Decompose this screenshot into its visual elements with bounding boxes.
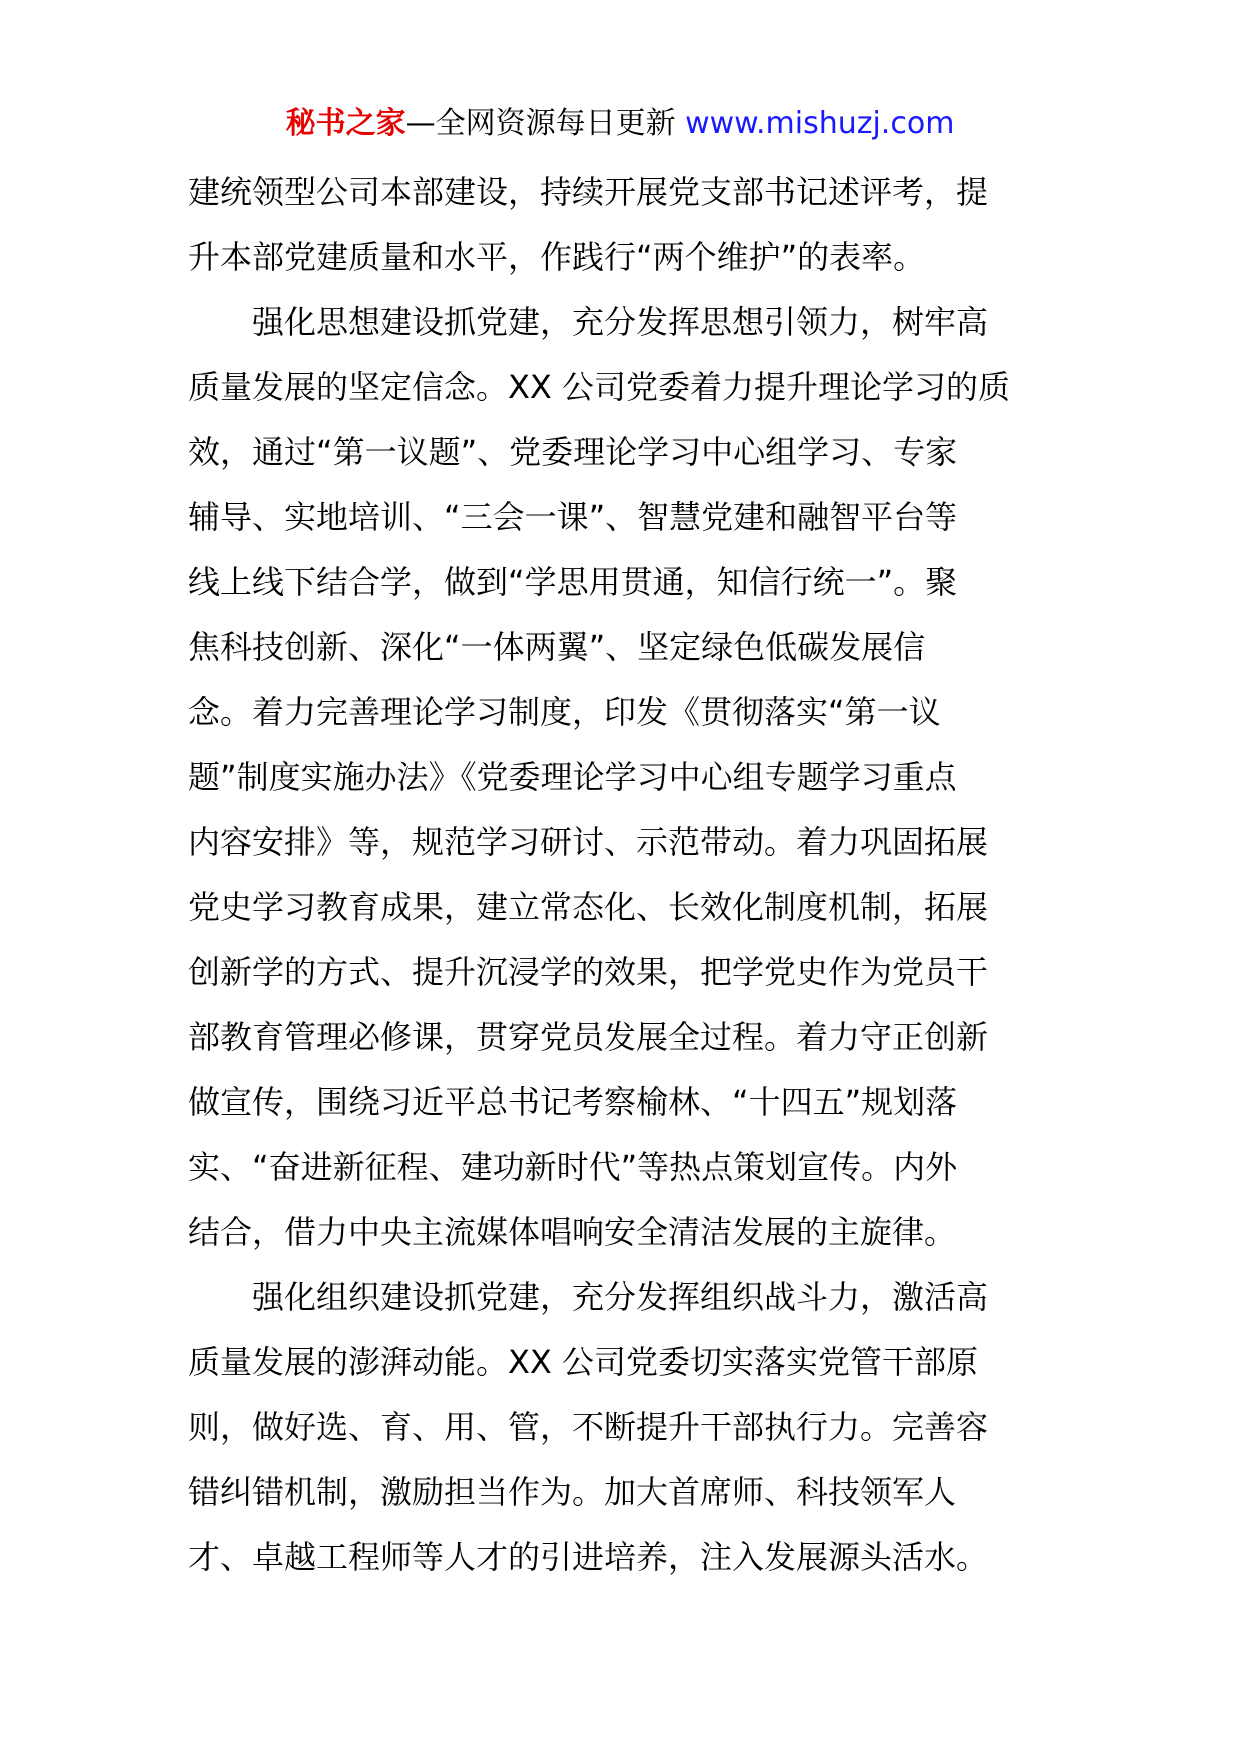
text-line: 建统领型公司本部建设，持续开展党支部书记述评考，提: [188, 173, 989, 211]
text-line: 效，通过“第一议题”、党委理论学习中心组学习、专家: [188, 433, 958, 471]
text-line: 内容安排》等，规范学习研讨、示范带动。着力巩固拓展: [188, 823, 989, 861]
text-line: 实、“奋进新征程、建功新时代”等热点策划宣传。内外: [188, 1148, 958, 1186]
text-line: 质量发展的澎湃动能。XX 公司党委切实落实党管干部原: [188, 1343, 979, 1381]
text-line: 则，做好选、育、用、管，不断提升干部执行力。完善容: [188, 1408, 989, 1446]
paragraph-first-line: 强化思想建设抓党建，充分发挥思想引领力，树牢高: [252, 303, 989, 341]
paragraph-first-line: 强化组织建设抓党建，充分发挥组织战斗力，激活高: [252, 1278, 989, 1316]
text-line: 质量发展的坚定信念。XX 公司党委着力提升理论学习的质: [188, 368, 1011, 406]
text-line: 错纠错机制，激励担当作为。加大首席师、科技领军人: [188, 1473, 957, 1511]
text-line: 念。着力完善理论学习制度，印发《贯彻落实“第一议: [188, 693, 941, 731]
text-line: 结合，借力中央主流媒体唱响安全清洁发展的主旋律。: [188, 1213, 957, 1251]
text-line: 线上线下结合学，做到“学思用贯通，知信行统一”。聚: [188, 563, 958, 601]
brand-name: 秘书之家: [285, 106, 406, 141]
text-line: 创新学的方式、提升沉浸学的效果，把学党史作为党员干: [188, 953, 989, 991]
text-line: 升本部党建质量和水平，作践行“两个维护”的表率。: [188, 238, 926, 276]
page-header: [0, 100, 1240, 148]
text-line: 辅导、实地培训、“三会一课”、智慧党建和融智平台等: [188, 498, 958, 536]
site-url-link[interactable]: www.mishuzj.com: [675, 106, 955, 141]
text-line: 才、卓越工程师等人才的引进培养，注入发展源头活水。: [188, 1538, 989, 1576]
text-line: 部教育管理必修课，贯穿党员发展全过程。着力守正创新: [188, 1018, 989, 1056]
text-line: 焦科技创新、深化“一体两翼”、坚定绿色低碳发展信: [188, 628, 926, 666]
document-body: [188, 160, 1058, 1590]
text-line: 题”制度实施办法》《党委理论学习中心组专题学习重点: [188, 758, 957, 796]
text-line: 党史学习教育成果，建立常态化、长效化制度机制，拓展: [188, 888, 989, 926]
text-line: 做宣传，围绕习近平总书记考察榆林、“十四五”规划落: [188, 1083, 958, 1121]
header-slogan: —全网资源每日更新: [405, 106, 676, 141]
